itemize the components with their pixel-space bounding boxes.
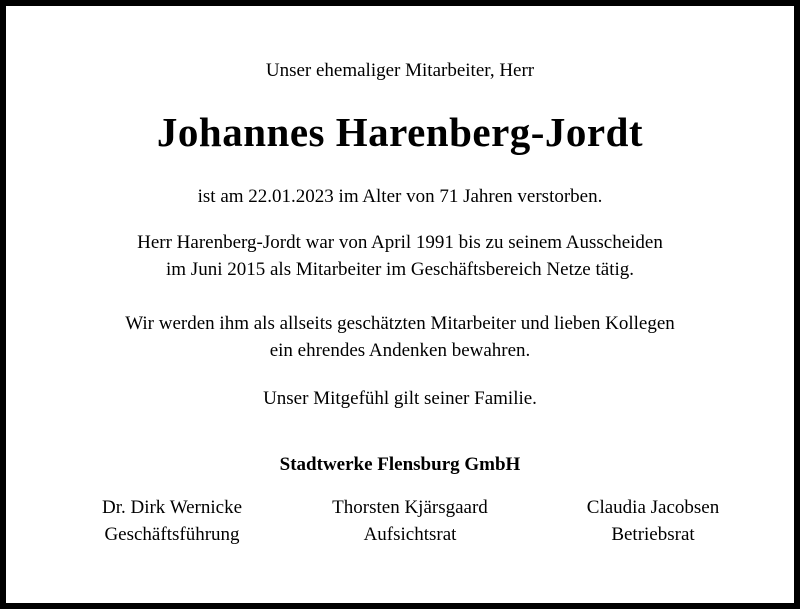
death-date-line: ist am 22.01.2023 im Alter von 71 Jahren verstorben.	[197, 186, 603, 207]
signatory-name: Claudia Jacobsen	[586, 497, 720, 518]
signatory-role: Betriebsrat	[611, 524, 695, 545]
signatory-name: Dr. Dirk Wernicke	[101, 497, 243, 518]
signatory-1	[42, 494, 302, 548]
company-name: Stadtwerke Flensburg GmbH	[279, 454, 521, 475]
employment-paragraph-line-2: im Juni 2015 als Mitarbeiter im Geschäftsbereich Netze tätig.	[166, 259, 634, 280]
signatory-2	[280, 494, 540, 548]
deceased-name: Johannes Harenberg-Jordt	[156, 109, 644, 155]
signatory-3	[523, 494, 783, 548]
intro-line: Unser ehemaliger Mitarbeiter, Herr	[265, 60, 535, 81]
signatory-role: Aufsichtsrat	[363, 524, 457, 545]
remembrance-paragraph-line-2: ein ehrendes Andenken bewahren.	[269, 340, 531, 361]
employment-paragraph-line-1: Herr Harenberg-Jordt war von April 1991 bis zu seinem Ausscheiden	[137, 232, 663, 253]
condolence-line: Unser Mitgefühl gilt seiner Familie.	[263, 388, 537, 409]
remembrance-paragraph-line-1: Wir werden ihm als allseits geschätzten Mitarbeiter und lieben Kollegen	[125, 313, 675, 334]
signatory-name: Thorsten Kjärsgaard	[332, 497, 488, 518]
signatory-role: Geschäftsführung	[104, 524, 240, 545]
